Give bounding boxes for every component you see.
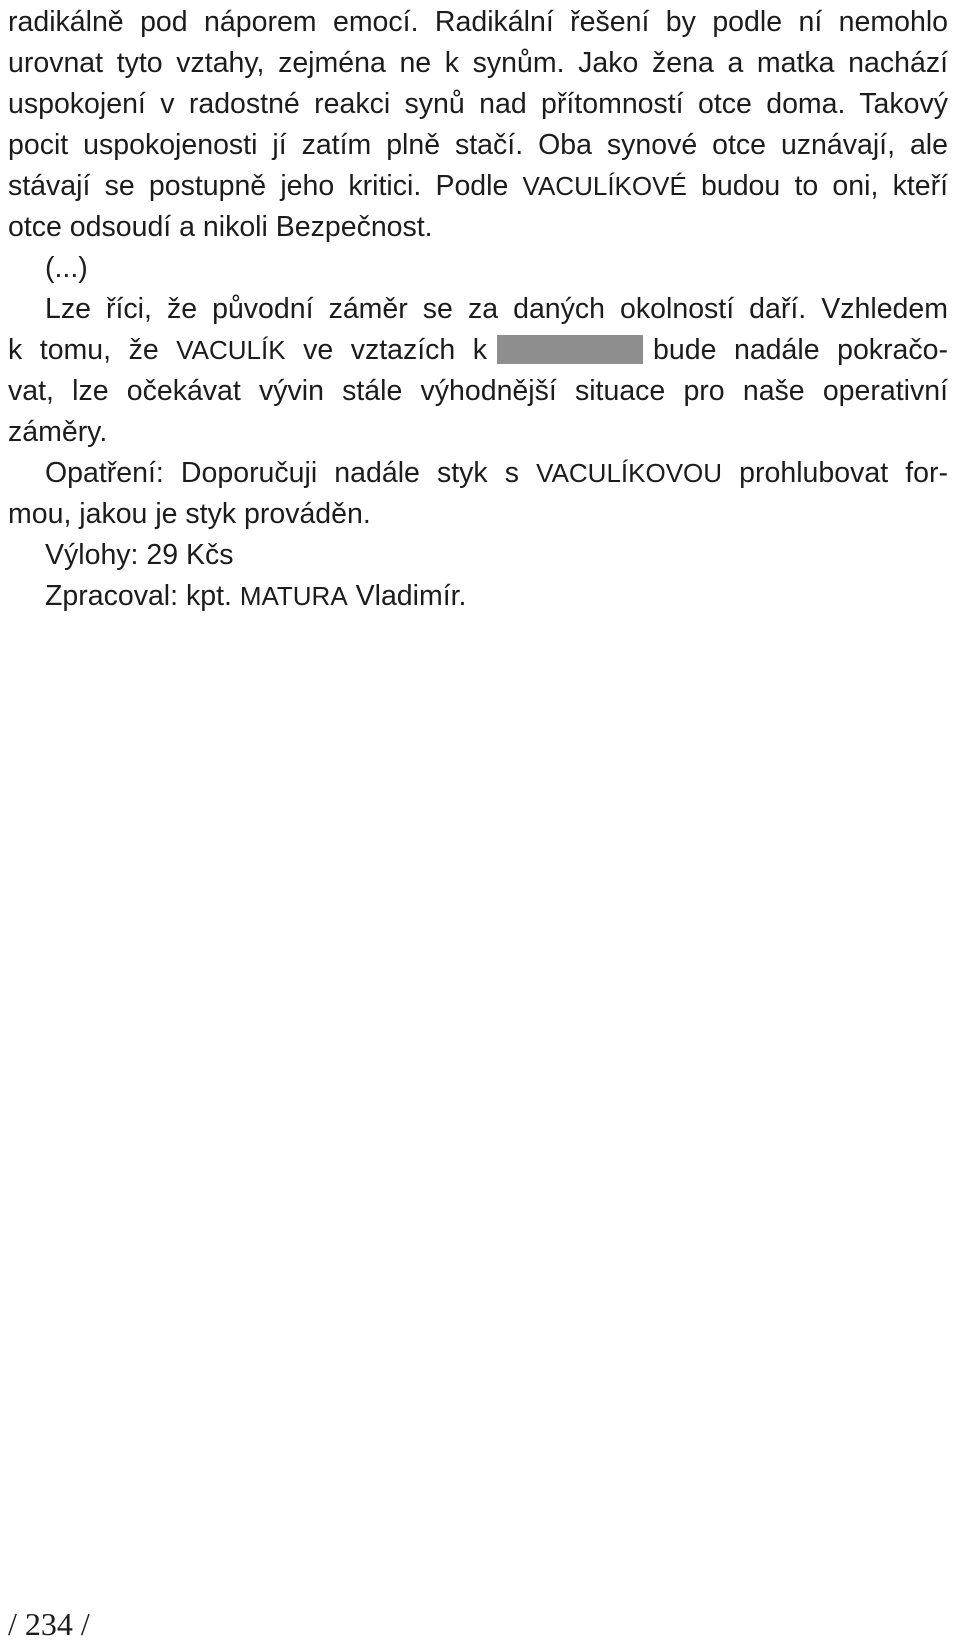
text-segment: prohlubovat for- (722, 457, 948, 489)
text-line (45, 574, 466, 618)
text-segment: Opatření: Doporučuji nadále styk s (45, 457, 537, 489)
text-segment: bude nadále pokračo- (653, 334, 948, 366)
text-segment: budou to oni, kteří (686, 170, 948, 202)
expenses-line: Výlohy: 29 Kčs (45, 539, 234, 571)
text-line (8, 369, 948, 413)
text-segment: záměry. (8, 416, 108, 448)
text-line (8, 410, 107, 454)
page-number: / 234 / (8, 1606, 90, 1642)
name-small-caps: MATURA (239, 581, 348, 611)
name-small-caps: VACULÍK (176, 335, 286, 365)
name-small-caps: VACULÍKOVÉ (522, 171, 687, 201)
text-segment: radikálně pod náporem emocí. Radikální řešení by podle ní nemohlo (8, 6, 948, 38)
text-line (8, 123, 948, 167)
text-segment: otce odsoudí a nikoli Bezpečnost. (8, 211, 433, 243)
text-line (8, 82, 948, 126)
text-line (45, 287, 948, 331)
text-line (45, 533, 234, 577)
text-segment: vat, lze očekávat vývin stále výhodnější situace pro naše operativní (8, 375, 948, 407)
text-segment: Lze říci, že původní záměr se za daných okolností daří. Vzhledem (45, 293, 948, 325)
text-segment: urovnat tyto vztahy, zejména ne k synům. Jako žena a matka nachází (8, 47, 948, 79)
text-line (8, 492, 371, 536)
text-line (8, 41, 948, 85)
text-segment: uspokojení v radostné reakci synů nad přítomností otce doma. Takový (8, 88, 948, 120)
name-small-caps: VACULÍKOVOU (536, 458, 723, 488)
text-segment: Zpracoval: kpt. (45, 580, 240, 612)
text-segment: ve vztazích k (285, 334, 488, 366)
text-line (45, 246, 88, 290)
text-segment: Vladimír. (347, 580, 467, 612)
text-line (8, 205, 433, 249)
text-line (45, 451, 948, 495)
text-segment: mou, jakou je styk prováděn. (8, 498, 371, 530)
text-line (8, 164, 948, 208)
text-line (8, 328, 948, 372)
text-segment: stávají se postupně jeho kritici. Podle (8, 170, 523, 202)
text-line (8, 0, 948, 44)
text-segment: pocit uspokojenosti jí zatím plně stačí. Oba synové otce uznávají, ale (8, 129, 948, 161)
redaction-block (497, 335, 643, 364)
text-segment: k tomu, že (8, 334, 177, 366)
ellipsis-marker: (...) (45, 252, 88, 284)
